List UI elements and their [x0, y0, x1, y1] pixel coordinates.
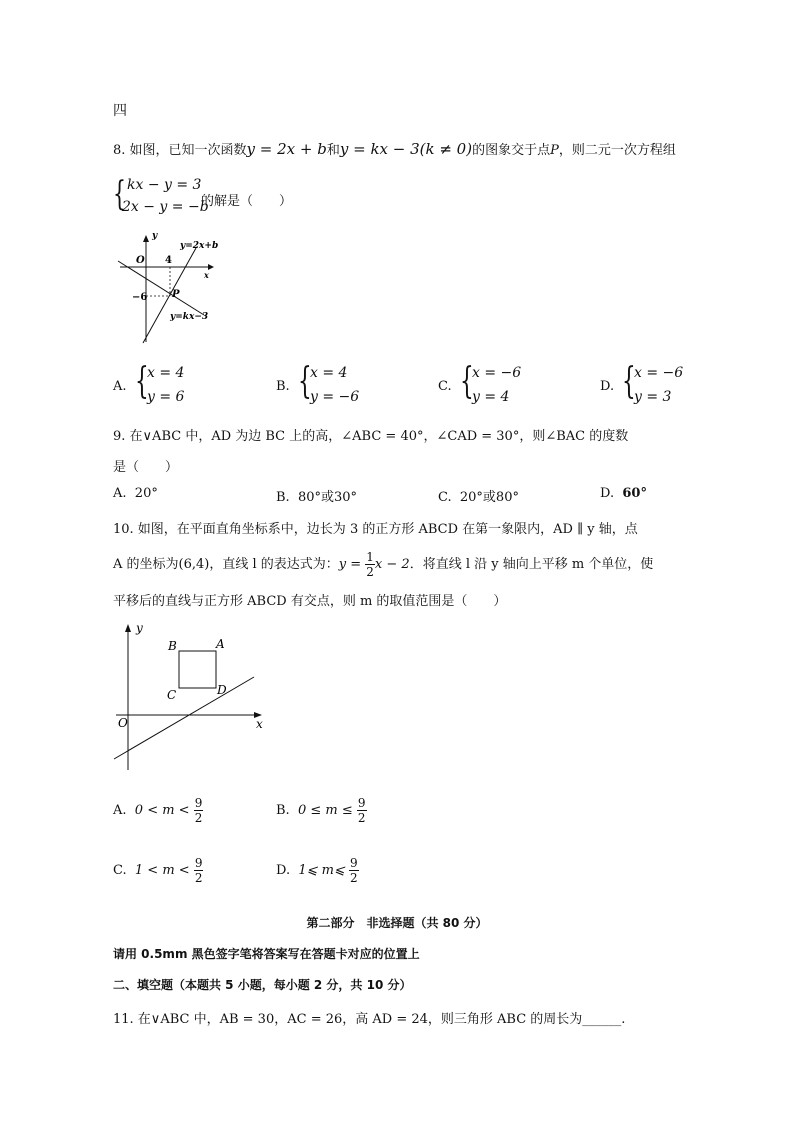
q10-option-b-numerator: 9: [357, 796, 366, 810]
q10-option-d[interactable]: [276, 856, 359, 885]
q8-option-a-letter: A.: [113, 379, 127, 394]
q8-options: [113, 362, 713, 412]
question-10-line3: 平移后的直线与正方形 ABCD 有交点，则 m 的取值范围是（ ）: [113, 594, 507, 609]
q9-option-c-letter: C.: [438, 490, 452, 505]
q9-option-b-text: 80°或30°: [297, 490, 358, 505]
q8-stem-part1: 8. 如图，已知一次函数: [113, 143, 247, 158]
part-two-note: 请用 0.5mm 黑色签字笔将答案写在答题卡对应的位置上: [113, 947, 420, 961]
q8-tick-x-4: 4: [165, 255, 172, 266]
q8-x-arrow: [208, 264, 214, 270]
q8-function-2: y = kx − 3(k ≠ 0): [339, 140, 473, 158]
q8-y-label: y: [152, 231, 158, 241]
q10-option-a-denominator: 2: [194, 811, 203, 825]
q8-equation-system: { kx − y = 3 2x − y = −b 的解是（ ）: [113, 174, 293, 215]
question-8-stem: [113, 139, 676, 158]
q10-graph: [108, 618, 278, 778]
q8-equation-1: kx − y = 3: [127, 177, 202, 193]
q10-option-c-denominator: 2: [194, 871, 203, 885]
q10-y-label: y: [136, 621, 143, 635]
q9-option-a-letter: A.: [113, 486, 127, 501]
q8-option-c-y: y = 4: [472, 389, 510, 405]
q8-stem-part5: 的解是（ ）: [201, 194, 293, 209]
q8-option-c-letter: C.: [438, 379, 452, 394]
q10-square-abcd: [179, 651, 216, 688]
q10-line2-part-b: ．将直线 l 沿 y 轴向上平移 m 个单位，使: [409, 557, 654, 572]
q10-option-b-inequality: 0 ≤ m ≤: [297, 803, 353, 818]
q8-function-1: y = 2x + b: [246, 140, 327, 158]
q10-option-a-numerator: 9: [194, 796, 203, 810]
q10-y-arrow: [125, 624, 131, 632]
q8-equation-2: 2x − y = −b: [122, 199, 209, 215]
q9-option-a-text: 20°: [134, 486, 158, 501]
question-9-stem-line1: 9. 在∨ABC 中，AD 为边 BC 上的高，∠ABC = 40°，∠CAD = 30°，则∠BAC 的度数: [113, 429, 629, 444]
q8-stem-part2: 和: [326, 143, 340, 158]
q9-option-c-text: 20°或80°: [459, 490, 519, 505]
q10-option-c[interactable]: [113, 856, 203, 885]
q10-label-b: B: [168, 639, 177, 653]
section-heading-si: 四: [113, 103, 127, 119]
fill-in-section-heading: 二、填空题（本题共 5 小题，每小题 2 分，共 10 分）: [113, 978, 412, 992]
q10-option-d-denominator: 2: [350, 871, 358, 885]
q10-option-d-inequality: 1⩽ m⩽: [298, 863, 345, 878]
q8-point-p: P: [550, 143, 559, 158]
q10-label-a: A: [216, 637, 225, 651]
q8-option-a-y: y = 6: [147, 389, 185, 405]
question-10-line1: 10. 如图，在平面直角坐标系中，边长为 3 的正方形 ABCD 在第一象限内，AD ∥ y 轴，点: [113, 522, 638, 537]
q8-option-d-x: x = −6: [634, 365, 684, 381]
question-10-line2: [113, 550, 653, 579]
q8-option-b-y: y = −6: [310, 389, 360, 405]
q8-option-d[interactable]: D. { x = −6 y = 3: [600, 361, 684, 405]
q8-option-d-y: y = 3: [634, 389, 672, 405]
q8-option-a-x: x = 4: [147, 365, 185, 381]
q10-x-label: x: [256, 717, 263, 731]
q10-line-l: [114, 677, 254, 759]
q10-option-b-letter: B.: [276, 803, 290, 818]
q9-option-d-text: 60°: [622, 486, 647, 501]
q8-graph: [110, 230, 230, 350]
q8-line-kx-3: [118, 261, 204, 315]
q9-option-c[interactable]: [438, 486, 519, 505]
part-two-title: 第二部分 非选择题（共 80 分）: [306, 916, 488, 930]
q10-option-a-letter: A.: [113, 803, 127, 818]
q9-option-a[interactable]: [113, 486, 158, 501]
q9-option-b-letter: B.: [276, 490, 290, 505]
q8-option-d-letter: D.: [600, 379, 615, 394]
q10-eq-lhs: y =: [338, 557, 362, 572]
q8-option-c-x: x = −6: [472, 365, 522, 381]
q10-option-d-letter: D.: [276, 863, 291, 878]
q8-point-label: P: [172, 289, 180, 300]
q10-option-c-numerator: 9: [194, 856, 203, 870]
q10-option-a-inequality: 0 < m <: [134, 803, 190, 818]
q10-option-b[interactable]: [276, 796, 367, 825]
q10-eq-frac-denominator: 2: [366, 565, 374, 579]
q8-origin-label: O: [136, 255, 145, 266]
q10-option-c-inequality: 1 < m <: [134, 863, 190, 878]
q8-stem-part3: 的图象交于点: [472, 143, 551, 158]
q10-option-d-numerator: 9: [350, 856, 358, 870]
q10-option-c-letter: C.: [113, 863, 127, 878]
q8-option-a[interactable]: A. { x = 4 y = 6: [113, 361, 185, 405]
q9-option-d[interactable]: [600, 486, 647, 501]
q10-line2-part-a: A 的坐标为(6,4)，直线 l 的表达式为：: [113, 557, 339, 572]
q8-option-b-letter: B.: [276, 379, 290, 394]
q8-option-c[interactable]: C. { x = −6 y = 4: [438, 361, 522, 405]
q8-stem-part4: ，则二元一次方程组: [558, 143, 676, 158]
q10-option-b-denominator: 2: [357, 811, 366, 825]
q10-option-a[interactable]: [113, 796, 203, 825]
question-11: 11. 在∨ABC 中，AB = 30，AC = 26，高 AD = 24，则三角形 ABC 的周长为______.: [113, 1012, 626, 1027]
q8-line1-label: y=2x+b: [180, 241, 219, 251]
q8-tick-y-neg6: −6: [132, 292, 148, 303]
q10-label-c: C: [167, 688, 177, 702]
q10-origin-label: O: [118, 716, 128, 730]
q8-option-b[interactable]: B. { x = 4 y = −6: [276, 361, 360, 405]
q8-line2-label: y=kx−3: [170, 312, 209, 322]
q8-x-label: x: [204, 270, 209, 280]
q9-option-d-letter: D.: [600, 486, 615, 501]
q9-option-b[interactable]: [276, 486, 357, 505]
q10-eq-rhs: x − 2: [374, 557, 410, 572]
q8-y-arrow: [143, 235, 149, 242]
question-9-stem-line2: 是（ ）: [113, 460, 179, 475]
q10-label-d: D: [217, 683, 227, 697]
q8-option-b-x: x = 4: [310, 365, 348, 381]
q10-eq-frac-numerator: 1: [366, 550, 374, 564]
